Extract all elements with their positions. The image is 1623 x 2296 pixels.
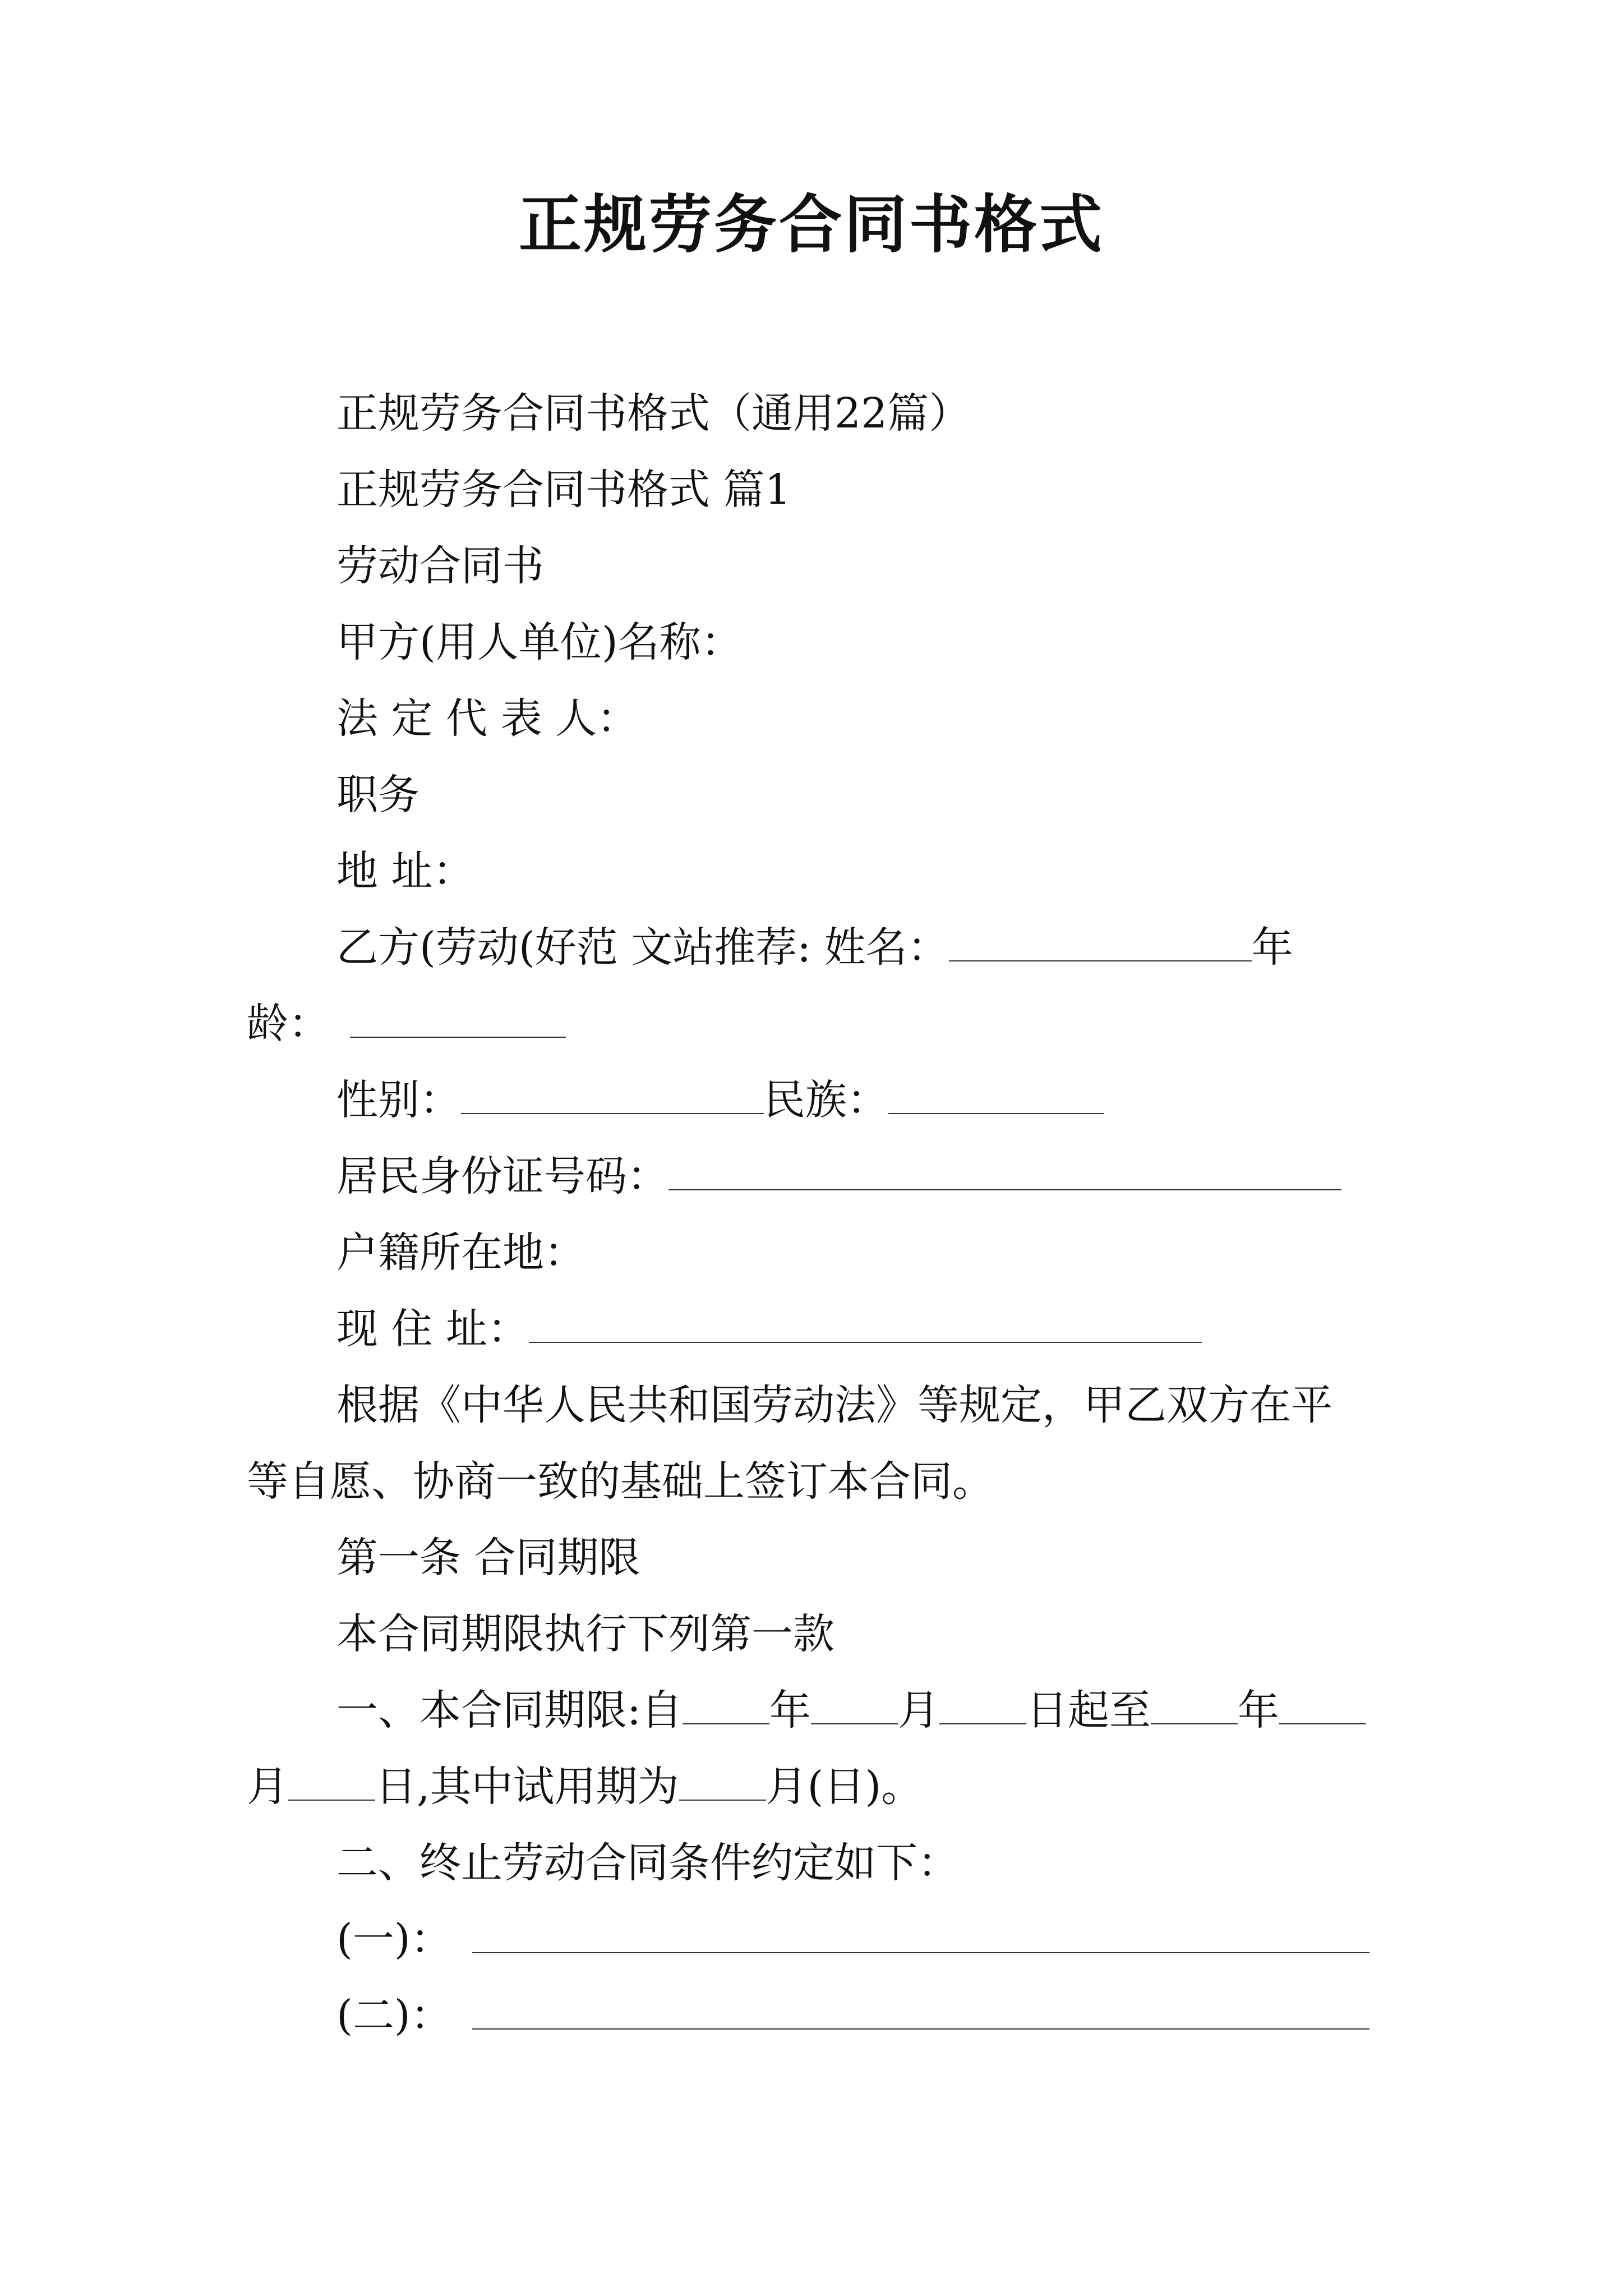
age-label-start: 年 [1251, 923, 1293, 972]
start-day-blank [939, 1691, 1026, 1724]
start-month-blank [811, 1691, 898, 1724]
party-a-name-label: 甲方(用人单位)名称： [336, 618, 743, 666]
residence-blank [529, 1309, 1202, 1343]
residence-label: 现 住 址： [336, 1305, 529, 1353]
party-a-address-label: 地 址： [336, 847, 474, 895]
condition-2-blank [472, 1996, 1370, 2030]
position-label: 职务 [336, 771, 419, 819]
household-registration-label: 户籍所在地： [336, 1228, 585, 1277]
article-1-intro: 本合同期限执行下列第一款 [336, 1610, 834, 1658]
term-year-label: 年 [769, 1686, 811, 1734]
ethnicity-label: 民族： [764, 1076, 888, 1124]
condition-1-blank [472, 1920, 1370, 1953]
gender-label: 性别： [336, 1076, 461, 1124]
termination-title: 二、终止劳动合同条件约定如下： [336, 1839, 959, 1887]
trial-suffix: 月(日)。 [766, 1763, 923, 1811]
legal-representative-label: 法 定 代 表 人： [336, 694, 639, 743]
document-title: 正规劳务合同书格式 [519, 188, 1104, 261]
id-number-line [336, 1152, 1341, 1200]
party-b-name-line [336, 923, 1293, 972]
end-day-blank [288, 1767, 375, 1801]
party-b-name-label: 乙方(劳动(好范 文站推荐: 姓名： [336, 923, 949, 972]
gender-ethnicity-line [336, 1076, 1104, 1124]
start-year-blank [683, 1691, 769, 1724]
term-day-start-label: 日起至 [1026, 1686, 1151, 1734]
term-end-month-label: 月 [247, 1763, 288, 1811]
preamble-line-1: 根据《中华人民共和国劳动法》等规定，甲乙双方在平 [336, 1381, 1332, 1429]
term-month-label: 月 [897, 1686, 939, 1734]
trial-period-blank [679, 1767, 766, 1801]
preamble-line-2: 等自愿、协商一致的基础上签订本合同。 [247, 1457, 994, 1506]
contract-term-line [336, 1686, 1366, 1734]
age-blank [350, 1004, 566, 1038]
age-label: 龄： [247, 1000, 330, 1048]
condition-1-label: (一)： [336, 1915, 452, 1963]
contract-term-line-2 [247, 1763, 923, 1811]
name-blank [949, 928, 1252, 961]
ethnicity-blank [888, 1080, 1104, 1114]
trial-label: 日,其中试用期为 [375, 1763, 679, 1811]
subtitle: 正规劳务合同书格式（通用22篇） [336, 389, 971, 438]
age-line [247, 1000, 566, 1048]
residence-line [336, 1305, 1202, 1353]
gender-blank [461, 1080, 764, 1114]
section-heading: 正规劳务合同书格式 篇1 [336, 466, 791, 514]
end-month-blank-start [1279, 1691, 1366, 1724]
condition-2-line [336, 1991, 1370, 2040]
end-year-blank [1151, 1691, 1238, 1724]
id-number-blank [668, 1157, 1341, 1190]
term-prefix: 一、本合同期限:自 [336, 1686, 683, 1734]
condition-2-label: (二)： [336, 1991, 452, 2040]
condition-1-line [336, 1915, 1370, 1963]
article-1-title: 第一条 合同期限 [336, 1534, 640, 1582]
term-end-year-label: 年 [1237, 1686, 1279, 1734]
contract-name: 劳动合同书 [336, 542, 544, 590]
id-number-label: 居民身份证号码： [336, 1152, 668, 1200]
